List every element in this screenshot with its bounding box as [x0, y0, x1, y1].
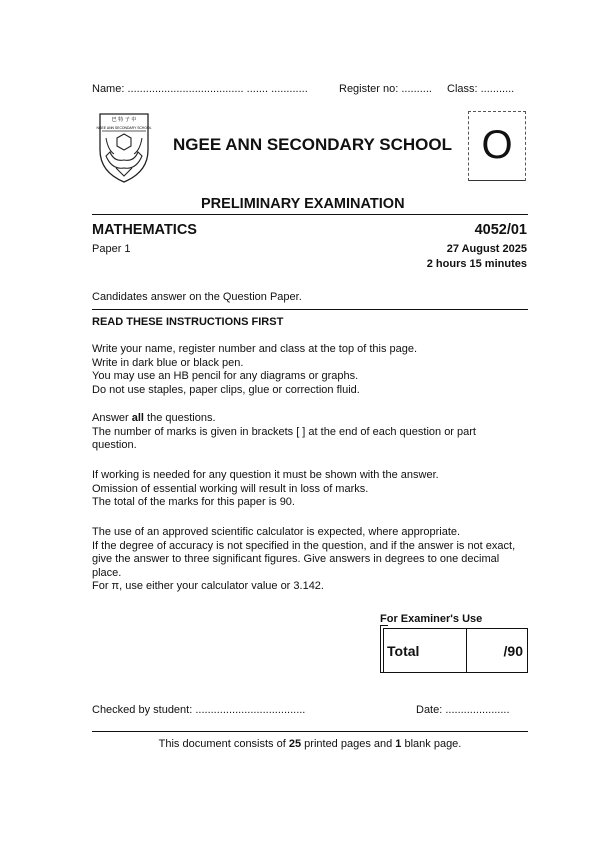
instruction-line: The total of the marks for this paper is 90. [92, 496, 295, 509]
candidates-note: Candidates answer on the Question Paper. [92, 291, 302, 303]
class-field-label: Class: ........... [447, 83, 515, 95]
instructions-heading: READ THESE INSTRUCTIONS FIRST [92, 316, 284, 328]
exam-duration: 2 hours 15 minutes [426, 258, 527, 270]
instruction-line: For π, use either your calculator value or 3.142. [92, 580, 324, 593]
examiner-total-box [380, 625, 527, 673]
instruction-line: question. [92, 439, 137, 452]
svg-text:NGEE ANN SECONDARY SCHOOL: NGEE ANN SECONDARY SCHOOL [96, 126, 152, 130]
instruction-line: Write in dark blue or black pen. [92, 356, 244, 369]
instruction-line: place. [92, 566, 122, 579]
date-field: Date: ..................... [416, 704, 510, 716]
footer-rule [92, 731, 528, 732]
subject-code: 4052/01 [474, 222, 527, 238]
instructions-block-calculator [92, 526, 528, 594]
subject-title: MATHEMATICS [92, 222, 197, 238]
instruction-line: If working is needed for any question it must be shown with the answer. [92, 469, 439, 481]
instruction-line: Write your name, register number and class at the top of this page. [92, 343, 418, 355]
total-value: /90 [503, 643, 523, 659]
register-field-label: Register no: .......... [339, 83, 432, 95]
instruction-line: Omission of essential working will result in loss of marks. [92, 482, 369, 495]
paper-code-letter: O [481, 123, 513, 167]
school-name: NGEE ANN SECONDARY SCHOOL [173, 135, 452, 154]
paper-code-box [468, 111, 526, 181]
instruction-line: The use of an approved scientific calculator is expected, where appropriate. [92, 526, 461, 538]
paper-number: Paper 1 [92, 243, 131, 255]
instruction-line: give the answer to three significant figures. Give answers in degrees to one decimal [92, 553, 500, 566]
exam-title: PRELIMINARY EXAMINATION [201, 196, 405, 212]
instruction-line: The number of marks is given in brackets [ ] at the end of each question or part [92, 425, 476, 438]
checked-by-student-field: Checked by student: .................................... [92, 704, 306, 716]
instructions-block-general [92, 343, 528, 397]
page-count-note: This document consists of 25 printed pages and 1 blank page. [158, 738, 462, 750]
exam-date: 27 August 2025 [446, 243, 527, 255]
title-rule [92, 214, 528, 215]
instruction-line: If the degree of accuracy is not specified in the question, and if the answer is not exact, [92, 539, 516, 552]
name-field-label: Name: ...................................... ....... ............ [92, 83, 308, 95]
instruction-line: Answer all the questions. [92, 412, 216, 424]
instructions-block-answer [92, 412, 528, 453]
svg-text:巴 特 子 中: 巴 特 子 中 [111, 117, 137, 123]
school-crest-logo [96, 110, 152, 184]
instruction-line: You may use an HB pencil for any diagrams or graphs. [92, 370, 359, 383]
instructions-block-working [92, 469, 528, 510]
instructions-rule [92, 309, 528, 310]
instruction-line: Do not use staples, paper clips, glue or correction fluid. [92, 383, 360, 396]
examiner-use-heading: For Examiner's Use [380, 613, 483, 625]
total-label: Total [387, 643, 420, 659]
